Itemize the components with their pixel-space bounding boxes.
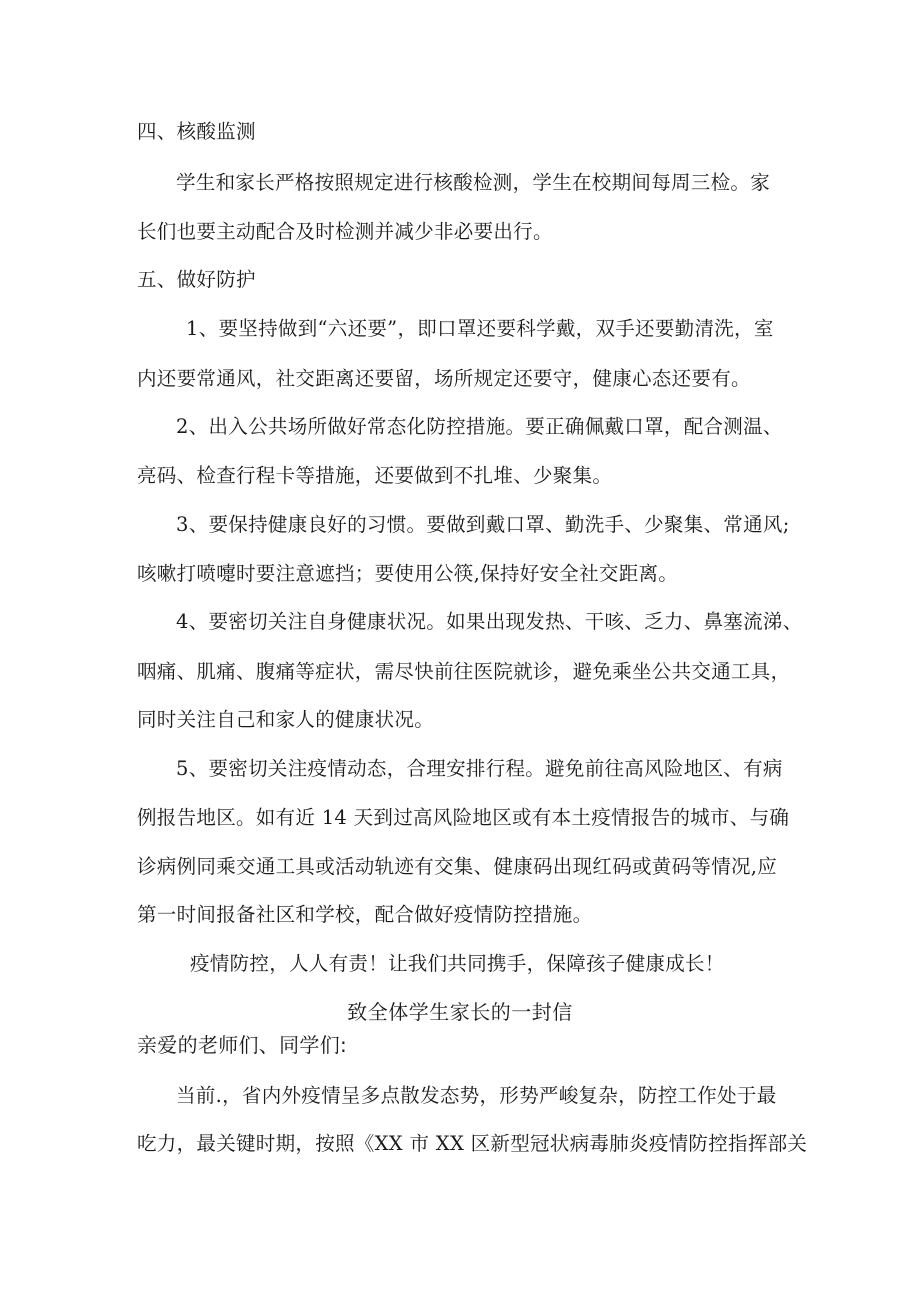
list-item-line: 4、要密切关注自身健康状况。如果出现发热、干咳、乏力、鼻塞流涕、 — [176, 610, 803, 633]
list-item-line: 5、要密切关注疫情动态，合理安排行程。避免前往高风险地区、有病 — [176, 757, 783, 780]
list-item-line: 咳嗽打喷嚏时要注意遮挡；要使用公筷,保持好安全社交距离。 — [137, 562, 679, 585]
paragraph-line: 当前.，省内外疫情呈多点散发态势，形势严峻复杂，防控工作处于最 — [176, 1084, 777, 1107]
list-item-line: 第一时间报备社区和学校，配合做好疫情防控措施。 — [137, 903, 593, 926]
list-item-line: 2、出入公共场所做好常态化防控措施。要正确佩戴口罩，配合测温、 — [176, 415, 783, 438]
list-item-line: 咽痛、肌痛、腹痛等症状，需尽快前往医院就诊，避免乘坐公共交通工具， — [137, 660, 791, 683]
section-heading-nucleic-acid: 四、核酸监测 — [137, 120, 256, 143]
list-item-line: 1、要坚持做到“六还要”，即口罩还要科学戴，双手还要勤清洗，室 — [186, 317, 774, 340]
slogan: 疫情防控，人人有责！让我们共同携手，保障孩子健康成长！ — [190, 952, 725, 975]
list-item-line: 内还要常通风，社交距离还要留，场所规定还要守，健康心态还要有。 — [137, 367, 751, 390]
list-item-line: 例报告地区。如有近 14 天到过高风险地区或有本土疫情报告的城市、与确 — [137, 806, 790, 829]
paragraph-line: 学生和家长严格按照规定进行核酸检测，学生在校期间每周三检。家 — [176, 171, 771, 194]
list-item-line: 3、要保持健康良好的习惯。要做到戴口罩、勤洗手、少聚集、常通风; — [176, 513, 790, 536]
section-heading-protection: 五、做好防护 — [137, 268, 256, 291]
letter-salutation: 亲爱的老师们、同学们: — [137, 1033, 348, 1057]
list-item-line: 诊病例同乘交通工具或活动轨迹有交集、健康码出现红码或黄码等情况,应 — [137, 855, 778, 878]
paragraph-line: 吃力，最关键时期，按照《XX 市 XX 区新型冠状病毒肺炎疫情防控指挥部关 — [137, 1132, 808, 1155]
paragraph-line: 长们也要主动配合及时检测并减少非必要出行。 — [137, 220, 553, 243]
list-item-line: 亮码、检查行程卡等措施，还要做到不扎堆、少聚集。 — [137, 464, 613, 487]
letter-title: 致全体学生家长的一封信 — [347, 1000, 573, 1024]
list-item-line: 同时关注自己和家人的健康状况。 — [137, 708, 435, 731]
